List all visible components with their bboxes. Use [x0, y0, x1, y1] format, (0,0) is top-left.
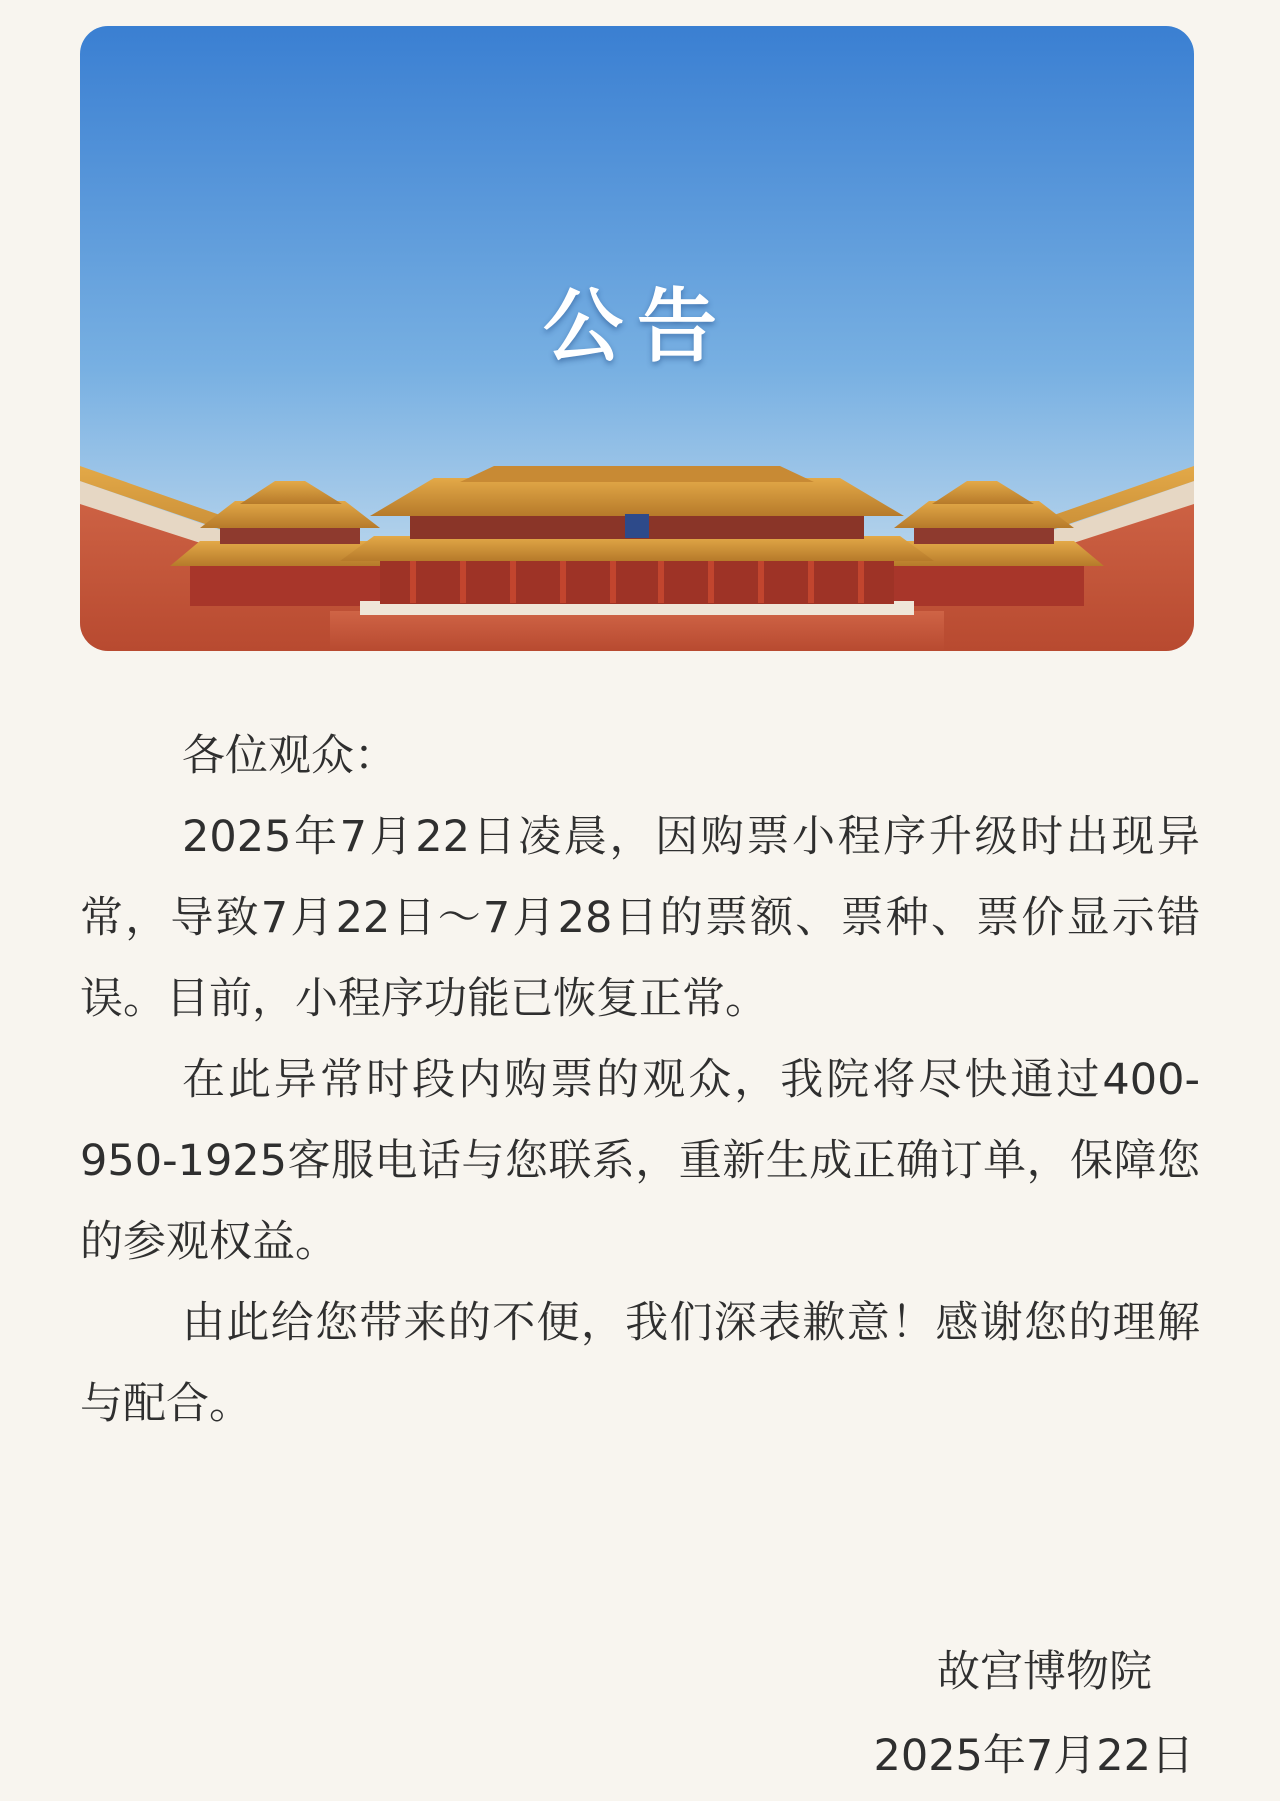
header-banner: [80, 26, 1194, 651]
notice-paragraph: 在此异常时段内购票的观众，我院将尽快通过400-950-1925客服电话与您联系，重新生成正确订单，保障您的参观权益。: [80, 1055, 1200, 1267]
signature-block: [873, 1630, 1194, 1798]
notice-paragraph: 由此给您带来的不便，我们深表歉意！感谢您的理解与配合。: [80, 1298, 1200, 1429]
notice-body: [80, 716, 1200, 1445]
signature-date: 2025年7月22日: [873, 1731, 1194, 1781]
salutation: 各位观众：: [182, 731, 397, 781]
signature-organization: 故宫博物院: [937, 1647, 1152, 1697]
notice-paragraph: 2025年7月22日凌晨，因购票小程序升级时出现异常，导致7月22日～7月28日的票额、票种、票价显示错误。目前，小程序功能已恢复正常。: [80, 812, 1200, 1024]
banner-title: 公告: [543, 279, 731, 373]
